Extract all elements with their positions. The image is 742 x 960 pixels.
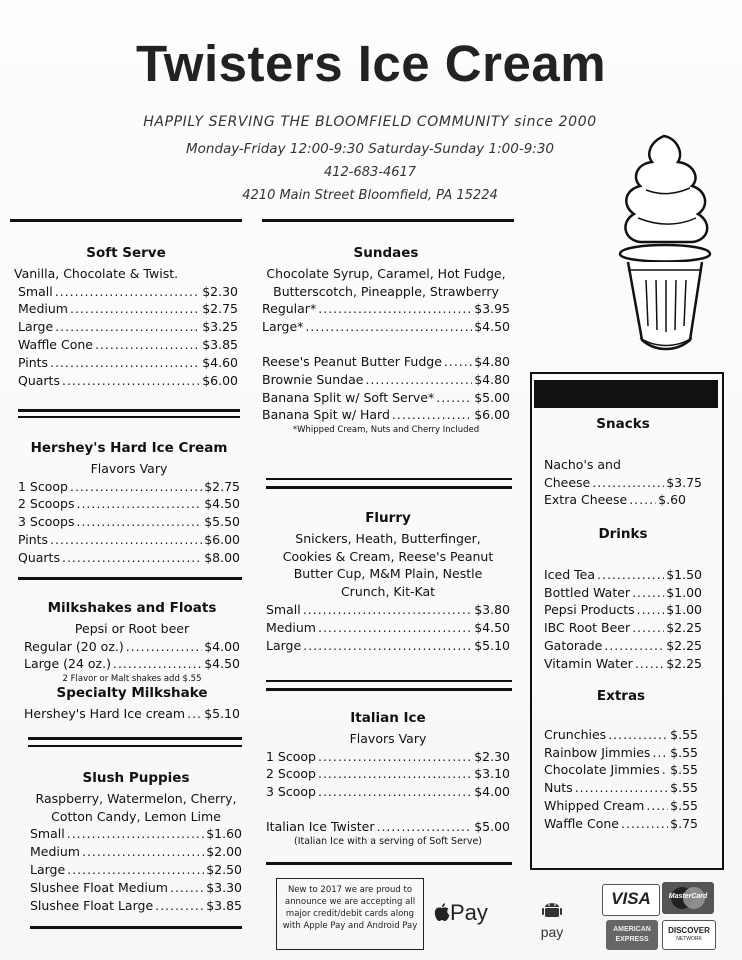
menu-item <box>544 637 702 655</box>
menu-item <box>544 797 698 815</box>
item-price: $5.00 <box>474 818 510 834</box>
menu-item <box>30 897 242 915</box>
item-price: $5.50 <box>204 514 240 530</box>
menu-item <box>262 371 510 389</box>
item-name: Pints <box>18 354 49 370</box>
section-drinks <box>544 526 702 673</box>
section-title: Snacks <box>596 416 650 432</box>
section-soft-serve <box>14 245 238 389</box>
item-name: Quarts <box>18 549 60 565</box>
section-title: Italian Ice <box>350 710 426 726</box>
item-price: $3.95 <box>474 301 510 317</box>
section-italian-ice <box>266 710 510 848</box>
item-name: Medium <box>266 619 316 635</box>
menu-item <box>262 353 510 371</box>
item-name: Slushee Float Medium <box>30 879 168 895</box>
section-subtitle: Chocolate Syrup, Caramel, Hot Fudge, Butterscotch, Pineapple, Strawberry <box>266 265 506 299</box>
section-extras <box>544 688 698 833</box>
item-price: $.60 <box>658 492 686 508</box>
divider <box>266 486 512 489</box>
menu-item <box>24 705 240 723</box>
android-icon <box>542 898 562 920</box>
item-price: $4.00 <box>204 638 240 654</box>
payment-notice: New to 2017 we are proud to announce we are accepting all major credit/debit cards along with Apple Pay and Android Pay <box>276 878 424 950</box>
menu-item <box>544 761 698 779</box>
divider <box>28 745 242 747</box>
menu-item <box>262 389 510 407</box>
item-name: Hershey's Hard Ice cream <box>24 705 186 721</box>
item-name: Medium <box>30 844 80 860</box>
item-name: Waffle Cone <box>18 336 93 352</box>
menu-item <box>544 744 698 762</box>
mastercard-logo <box>662 882 714 914</box>
section-snacks <box>544 416 702 509</box>
item-price: $2.30 <box>202 283 238 299</box>
item-name: Nacho's and <box>544 456 621 472</box>
discover-label: DISCOVER <box>668 926 710 935</box>
menu-item <box>266 601 510 619</box>
menu-item <box>24 638 240 656</box>
section-subtitle: Pepsi or Root beer <box>74 620 190 636</box>
item-price: $4.50 <box>204 496 240 512</box>
menu-item <box>30 843 242 861</box>
item-name: Iced Tea <box>544 566 596 582</box>
item-price: $2.75 <box>202 301 238 317</box>
item-price: $.55 <box>670 762 698 778</box>
menu-item <box>18 318 238 336</box>
mastercard-label: MasterCard <box>668 893 708 900</box>
discover-sublabel: NETWORK <box>676 936 702 942</box>
item-price: $6.00 <box>474 407 510 423</box>
divider <box>18 577 242 580</box>
divider <box>266 862 512 865</box>
item-price: $5.10 <box>474 637 510 653</box>
menu-item <box>18 495 240 513</box>
item-price: $6.00 <box>204 531 240 547</box>
amex-label-1: AMERICAN <box>613 926 651 933</box>
item-name: Banana Split w/ Soft Serve* <box>262 389 435 405</box>
menu-item <box>544 779 698 797</box>
visa-logo <box>602 884 660 916</box>
item-name: Italian Ice Twister <box>266 818 375 834</box>
divider <box>18 416 240 418</box>
amex-logo <box>606 920 658 950</box>
section-subtitle: Snickers, Heath, Butterfinger, Cookies & Cream, Reese's Peanut Butter Cup, M&M Plain, Nestle Crunch, Kit-Kat <box>282 530 494 600</box>
menu-item <box>266 783 510 801</box>
menu-item <box>266 637 510 655</box>
menu-item <box>544 815 698 833</box>
divider <box>10 219 242 222</box>
item-name: Small <box>30 826 65 842</box>
section-slush-puppies <box>30 770 242 914</box>
menu-item <box>18 513 240 531</box>
item-price: $.75 <box>670 815 698 831</box>
item-name: Small <box>266 601 301 617</box>
section-title: Hershey's Hard Ice Cream <box>30 440 228 456</box>
item-price: $1.00 <box>666 584 702 600</box>
divider <box>28 737 242 740</box>
menu-item <box>262 300 510 318</box>
item-price: $3.75 <box>666 474 702 490</box>
item-price: $4.80 <box>474 353 510 369</box>
item-name: Quarts <box>18 372 60 388</box>
menu-item <box>544 474 702 492</box>
menu-item <box>266 748 510 766</box>
menu-item <box>18 372 238 390</box>
item-name: Gatorade <box>544 637 603 653</box>
menu-item <box>544 655 702 673</box>
section-milkshakes <box>24 600 240 723</box>
item-price: $4.60 <box>202 354 238 370</box>
item-name: Extra Cheese <box>544 492 628 508</box>
apple-pay-logo <box>434 900 488 926</box>
menu-item <box>18 283 238 301</box>
amex-label-2: EXPRESS <box>615 936 649 943</box>
section-note: (Italian Ice with a serving of Soft Serve) <box>293 835 483 847</box>
section-title: Flurry <box>365 510 411 526</box>
item-name: Large <box>266 637 302 653</box>
page-title: Twisters Ice Cream <box>135 35 607 92</box>
item-price: $.55 <box>670 744 698 760</box>
item-name: Large (24 oz.) <box>24 656 111 672</box>
item-price: $8.00 <box>204 549 240 565</box>
item-price: $2.25 <box>666 655 702 671</box>
item-price: $.55 <box>670 797 698 813</box>
item-name: Banana Spit w/ Hard <box>262 407 390 423</box>
item-name: 2 Scoops <box>18 496 75 512</box>
item-name: 2 Scoop <box>266 766 316 782</box>
android-pay-logo <box>532 898 572 940</box>
item-price: $5.00 <box>474 389 510 405</box>
section-subtitle: Vanilla, Chocolate & Twist. <box>14 265 179 281</box>
snacks-header-bar <box>534 380 718 408</box>
item-price: $2.50 <box>206 861 242 877</box>
menu-item <box>24 655 240 673</box>
menu-item <box>262 406 510 424</box>
item-name: Large <box>18 319 54 335</box>
item-name: Pints <box>18 531 49 547</box>
section-title: Drinks <box>598 526 648 542</box>
item-name: Vitamin Water <box>544 655 633 671</box>
item-name: 3 Scoop <box>266 784 316 800</box>
section-title: Extras <box>596 688 646 704</box>
item-name: Crunchies <box>544 726 607 742</box>
divider <box>262 219 514 222</box>
menu-item <box>30 861 242 879</box>
tagline: HAPPILY SERVING THE BLOOMFIELD COMMUNITY since 2000 <box>143 114 597 130</box>
item-name: 1 Scoop <box>266 748 316 764</box>
menu-item <box>18 336 238 354</box>
menu-item <box>30 825 242 843</box>
item-price: $1.60 <box>206 826 242 842</box>
item-name: Pepsi Products <box>544 602 635 618</box>
menu-item <box>266 818 510 836</box>
menu-item <box>30 879 242 897</box>
divider <box>18 409 240 412</box>
item-name: Waffle Cone <box>544 815 619 831</box>
section-subtitle: Flavors Vary <box>90 460 168 476</box>
menu-item <box>544 619 702 637</box>
discover-logo <box>662 920 716 950</box>
item-name: 1 Scoop <box>18 478 68 494</box>
item-name: Rainbow Jimmies <box>544 744 651 760</box>
hours: Monday-Friday 12:00-9:30 Saturday-Sunday 1:00-9:30 <box>185 141 555 157</box>
menu-item <box>262 318 510 336</box>
item-price: $2.75 <box>204 478 240 494</box>
item-name: Large* <box>262 319 304 335</box>
item-name: Whipped Cream <box>544 797 645 813</box>
item-price: $4.80 <box>474 371 510 387</box>
item-price: $3.80 <box>474 601 510 617</box>
menu-item <box>544 584 702 602</box>
menu-item <box>18 354 238 372</box>
item-name: IBC Root Beer <box>544 620 631 636</box>
item-name: Large <box>30 861 66 877</box>
section-title: Sundaes <box>353 245 419 261</box>
item-price: $4.50 <box>474 619 510 635</box>
item-price: $.55 <box>670 780 698 796</box>
item-price: $2.00 <box>206 844 242 860</box>
item-price: $3.25 <box>202 319 238 335</box>
menu-item <box>18 300 238 318</box>
address: 4210 Main Street Bloomfield, PA 15224 <box>242 188 498 203</box>
section-hard-ice-cream <box>18 440 240 567</box>
item-name: Reese's Peanut Butter Fudge <box>262 353 442 369</box>
item-name: Nuts <box>544 780 573 796</box>
menu-item <box>544 566 702 584</box>
item-price: $3.85 <box>206 897 242 913</box>
menu-item <box>544 601 702 619</box>
item-price: $4.50 <box>204 656 240 672</box>
item-name: Regular* <box>262 301 317 317</box>
menu-item <box>18 531 240 549</box>
item-name: Chocolate Jimmies <box>544 762 660 778</box>
section-title: Soft Serve <box>86 245 166 261</box>
section-subtitle: Raspberry, Watermelon, Cherry, Cotton Candy, Lemon Lime <box>35 790 237 824</box>
item-name: Small <box>18 283 53 299</box>
item-price: $6.00 <box>202 372 238 388</box>
ice-cream-cone-icon <box>606 130 724 360</box>
item-name: Regular (20 oz.) <box>24 638 124 654</box>
menu-item <box>544 491 702 509</box>
menu-item <box>18 478 240 496</box>
divider <box>30 926 242 929</box>
menu-item <box>544 726 698 744</box>
section-flurry <box>266 510 510 654</box>
section-note: *Whipped Cream, Nuts and Cherry Included <box>292 425 480 436</box>
item-name: Cheese <box>544 474 591 490</box>
apple-icon <box>434 902 450 922</box>
item-price: $1.50 <box>666 566 702 582</box>
item-price: $4.00 <box>474 784 510 800</box>
item-name: Medium <box>18 301 68 317</box>
item-price: $2.25 <box>666 620 702 636</box>
divider <box>266 478 512 480</box>
item-price: $3.10 <box>474 766 510 782</box>
phone: 412-683-4617 <box>323 165 417 180</box>
divider <box>266 680 512 682</box>
android-pay-label: pay <box>540 924 564 940</box>
item-price: $3.85 <box>202 336 238 352</box>
item-name: 3 Scoops <box>18 514 75 530</box>
section-note: 2 Flavor or Malt shakes add $.55 <box>62 674 202 685</box>
section-title: Milkshakes and Floats <box>47 600 217 616</box>
divider <box>266 688 512 691</box>
section-title: Slush Puppies <box>82 770 190 786</box>
section-sundaes <box>262 245 510 436</box>
menu-item <box>266 619 510 637</box>
section-subtitle: Flavors Vary <box>349 730 427 746</box>
visa-label: VISA <box>611 889 651 908</box>
menu-item <box>18 549 240 567</box>
item-name: Slushee Float Large <box>30 897 154 913</box>
item-price: $4.50 <box>474 319 510 335</box>
item-price: $1.00 <box>666 602 702 618</box>
item-price: $3.30 <box>206 879 242 895</box>
item-price: $5.10 <box>204 705 240 721</box>
specialty-title: Specialty Milkshake <box>56 685 208 702</box>
item-name: Bottled Water <box>544 584 631 600</box>
item-name: Brownie Sundae <box>262 371 364 387</box>
apple-pay-label: Pay <box>450 900 488 925</box>
item-price: $.55 <box>670 726 698 742</box>
item-price: $2.30 <box>474 748 510 764</box>
item-price: $2.25 <box>666 637 702 653</box>
menu-item <box>266 765 510 783</box>
